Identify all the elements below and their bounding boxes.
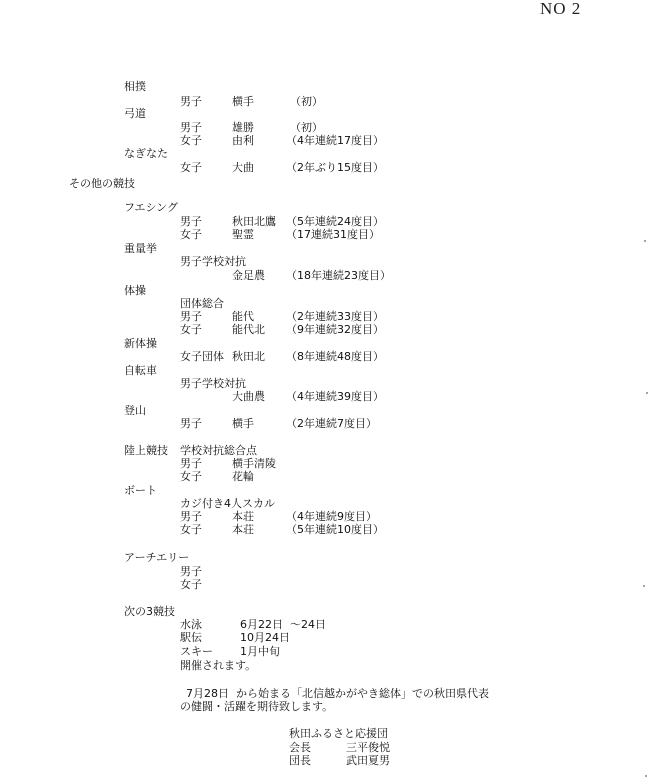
line-text: 男子 (180, 417, 202, 430)
line-text: 男子学校対抗 (180, 377, 246, 390)
line-detail: （2年ぶり15度目） (286, 161, 384, 174)
line-text: 秋田ふるさと応援団 (289, 727, 388, 740)
line-detail: （2年連続7度目） (286, 417, 377, 430)
line-detail: 雄勝 (232, 121, 254, 134)
line-detail: 由利 (232, 134, 254, 147)
line-detail: 1月中旬 (240, 645, 280, 658)
line-detail: （5年連続24度目） (286, 215, 384, 228)
line-detail: 秋田北 (232, 350, 265, 363)
line-detail: 本荘 (232, 523, 254, 536)
line-detail: 学校対抗総合点 (180, 444, 257, 457)
line-text: アーチエリー (124, 551, 190, 564)
line-text: 登山 (124, 404, 146, 417)
line-text: 次の3競技 (124, 605, 175, 618)
line-text: 7月28日 (186, 687, 229, 700)
line-detail: （5年連続10度目） (286, 523, 384, 536)
line-text: 会長 (289, 741, 311, 754)
line-detail: 武田夏男 (346, 754, 390, 767)
line-text: 男子 (180, 95, 202, 108)
line-detail: から始まる「北信越かがやき総体」での秋田県代表 (236, 687, 489, 700)
line-detail: 横手清陵 (232, 457, 276, 470)
line-text: スキー (180, 645, 213, 658)
line-detail: （8年連続48度目） (286, 350, 384, 363)
line-text: その他の競技 (69, 177, 135, 190)
line-text: 女子 (180, 134, 202, 147)
line-text: カジ付き4人スカル (180, 497, 275, 510)
line-detail: （18年連続23度目） (286, 269, 391, 282)
line-text: フエシング (124, 201, 178, 214)
line-text: 駅伝 (180, 631, 202, 644)
line-text: 男子 (180, 121, 202, 134)
line-detail: 花輪 (232, 470, 254, 483)
line-detail: 横手 (232, 95, 254, 108)
line-detail: （4年連続17度目） (286, 134, 384, 147)
line-detail: （2年連続33度目） (286, 310, 384, 323)
scan-speck (646, 392, 648, 394)
line-text: 陸上競技 (124, 444, 168, 457)
line-text: 相撲 (124, 80, 146, 93)
line-detail: 本荘 (232, 510, 254, 523)
line-text: 団体総合 (180, 297, 224, 310)
line-detail: （4年連続9度目） (286, 510, 377, 523)
line-detail: 10月24日 (240, 631, 290, 644)
line-text: 開催されます。 (180, 659, 257, 672)
line-text: 団長 (289, 754, 311, 767)
line-detail: 秋田北鷹 (232, 215, 276, 228)
line-detail: （9年連続32度目） (286, 323, 384, 336)
line-text: 男子 (180, 215, 202, 228)
line-text: 女子 (180, 578, 202, 591)
line-text: 自転車 (124, 364, 157, 377)
page-number-mark: NO 2 (540, 0, 582, 18)
line-text: 新体操 (124, 337, 157, 350)
line-text: ボート (124, 484, 157, 497)
line-detail: 横手 (232, 417, 254, 430)
line-detail: 6月22日 (240, 618, 283, 631)
scan-speck (645, 775, 647, 777)
line-detail: ～24日 (290, 618, 326, 631)
line-text: なぎなた (124, 147, 168, 160)
line-text: 男子 (180, 510, 202, 523)
line-text: 女子 (180, 470, 202, 483)
line-text: 女子 (180, 323, 202, 336)
line-detail: （初） (290, 121, 323, 134)
line-text: 女子団体 (180, 350, 224, 363)
line-text: 金足農 (232, 269, 265, 282)
line-detail: 大曲 (232, 161, 254, 174)
line-detail: 能代北 (232, 323, 265, 336)
line-detail: （初） (290, 95, 323, 108)
line-text: 女子 (180, 228, 202, 241)
line-text: 水泳 (180, 618, 202, 631)
line-text: 体操 (124, 284, 146, 297)
line-text: 男子学校対抗 (180, 255, 246, 268)
line-text: 重量挙 (124, 242, 157, 255)
line-detail: 三平俊悦 (346, 741, 390, 754)
line-text: 女子 (180, 523, 202, 536)
scan-speck (644, 240, 646, 242)
line-detail: （4年連続39度目） (286, 390, 384, 403)
line-detail: 聖霊 (232, 228, 254, 241)
scan-speck (643, 585, 645, 587)
line-text: 男子 (180, 565, 202, 578)
line-text: 男子 (180, 310, 202, 323)
line-text: 大曲農 (232, 390, 265, 403)
line-text: 男子 (180, 457, 202, 470)
line-text: 弓道 (124, 107, 146, 120)
line-detail: （17連続31度目） (286, 228, 380, 241)
line-text: 女子 (180, 161, 202, 174)
line-detail: 能代 (232, 310, 254, 323)
line-text: の健闘・活躍を期待致します。 (180, 700, 334, 713)
